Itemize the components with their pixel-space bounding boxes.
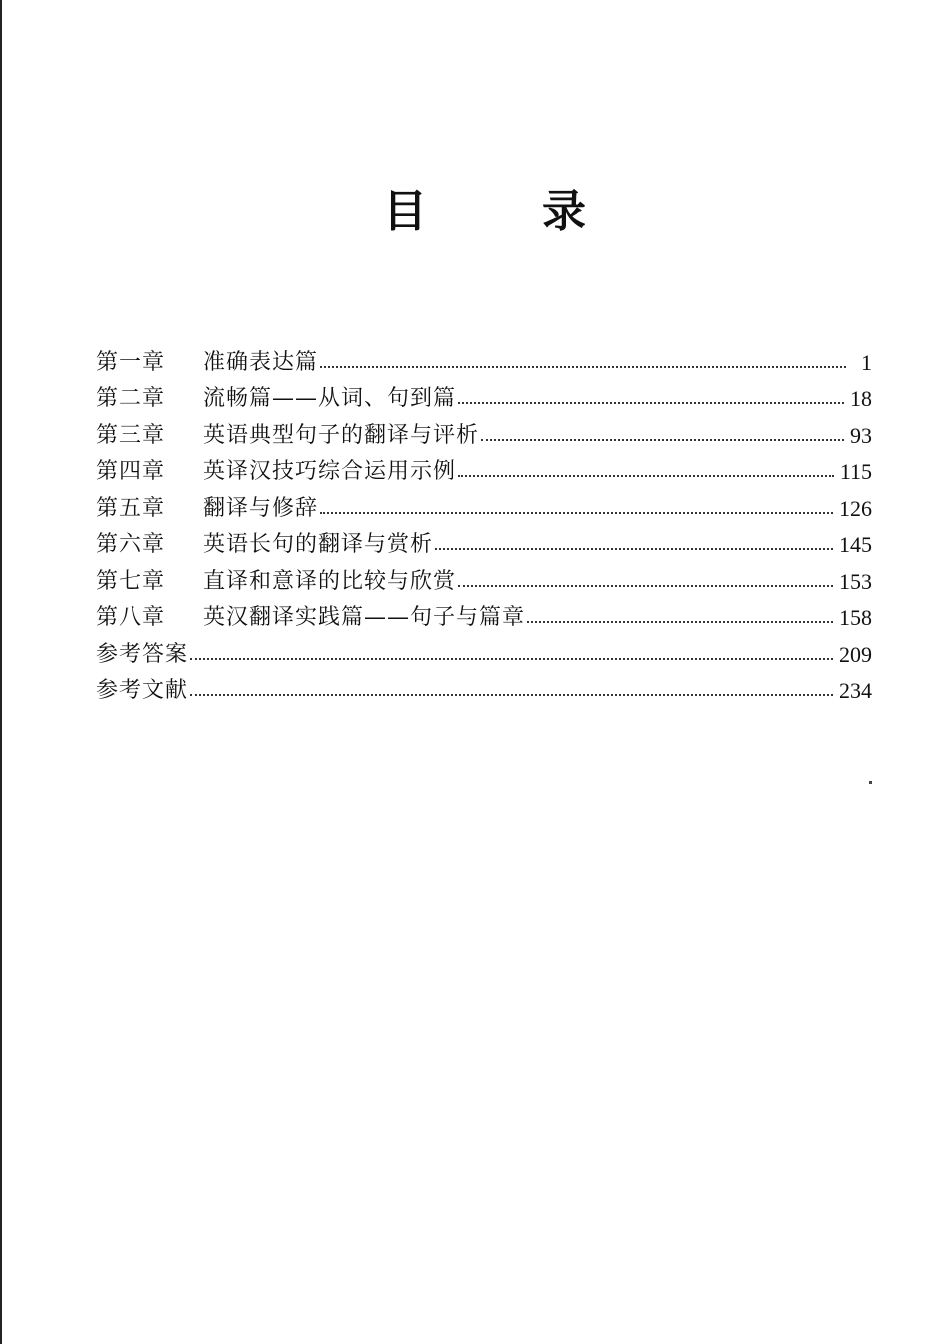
toc-entry-chapter-7[interactable] xyxy=(96,559,872,596)
toc-entry-title: 英语典型句子的翻译与评析 xyxy=(203,422,480,448)
toc-entry-chapter-3[interactable] xyxy=(96,413,872,450)
table-of-contents xyxy=(96,340,872,705)
toc-page-number: 158 xyxy=(839,605,872,630)
scan-speck xyxy=(869,781,872,784)
toc-entry-title: 翻译与修辞 xyxy=(203,495,319,521)
toc-page-number: 209 xyxy=(839,641,872,667)
toc-entry-chapter-4[interactable] xyxy=(96,450,872,487)
toc-dot-leader xyxy=(527,604,833,632)
toc-dot-leader xyxy=(320,495,833,523)
toc-page-number: 115 xyxy=(839,459,872,484)
toc-entry-chapter-5[interactable] xyxy=(96,486,872,523)
toc-dot-leader xyxy=(435,531,833,559)
toc-dot-leader xyxy=(458,568,833,596)
toc-dot-leader xyxy=(481,422,844,450)
toc-chapter-label: 第三章 xyxy=(96,422,166,448)
toc-chapter-label: 第八章 xyxy=(96,605,166,630)
toc-dot-leader xyxy=(190,677,833,705)
toc-page-number: 1 xyxy=(861,349,872,375)
toc-entry-title: 流畅篇——从词、句到篇 xyxy=(203,386,457,411)
toc-dot-leader xyxy=(458,385,844,413)
toc-chapter-label: 第二章 xyxy=(96,386,166,411)
toc-entry-answers[interactable] xyxy=(96,632,872,669)
page-title xyxy=(0,186,950,246)
toc-entry-chapter-2[interactable] xyxy=(96,377,872,414)
toc-page-number: 234 xyxy=(839,678,872,703)
toc-chapter-label: 第五章 xyxy=(96,495,166,521)
page-title-char-2: 录 xyxy=(542,186,586,237)
toc-entry-title: 英译汉技巧综合运用示例 xyxy=(203,459,457,484)
toc-chapter-label: 第一章 xyxy=(96,349,166,375)
toc-page-number: 145 xyxy=(839,532,872,557)
toc-entry-title: 英汉翻译实践篇——句子与篇章 xyxy=(203,605,526,630)
toc-dot-leader xyxy=(190,641,833,669)
toc-chapter-label: 第四章 xyxy=(96,459,166,484)
page-title-char-1: 目 xyxy=(383,186,427,237)
toc-page-number: 126 xyxy=(839,495,872,521)
toc-entry-references[interactable] xyxy=(96,669,872,706)
toc-page-number: 153 xyxy=(839,568,872,594)
toc-entry-title: 直译和意译的比较与欣赏 xyxy=(203,568,457,594)
toc-page-number: 93 xyxy=(850,422,872,448)
toc-chapter-label: 第七章 xyxy=(96,568,166,594)
toc-entry-title: 参考答案 xyxy=(96,641,189,667)
toc-entry-title: 英语长句的翻译与赏析 xyxy=(203,532,434,557)
toc-entry-title: 准确表达篇 xyxy=(203,349,319,375)
toc-page-number: 18 xyxy=(850,386,872,411)
toc-dot-leader xyxy=(458,458,834,486)
toc-chapter-label: 第六章 xyxy=(96,532,166,557)
toc-entry-chapter-6[interactable] xyxy=(96,523,872,560)
toc-entry-chapter-8[interactable] xyxy=(96,596,872,633)
toc-entry-chapter-1[interactable] xyxy=(96,340,872,377)
toc-entry-title: 参考文献 xyxy=(96,678,189,703)
toc-dot-leader xyxy=(320,349,846,377)
